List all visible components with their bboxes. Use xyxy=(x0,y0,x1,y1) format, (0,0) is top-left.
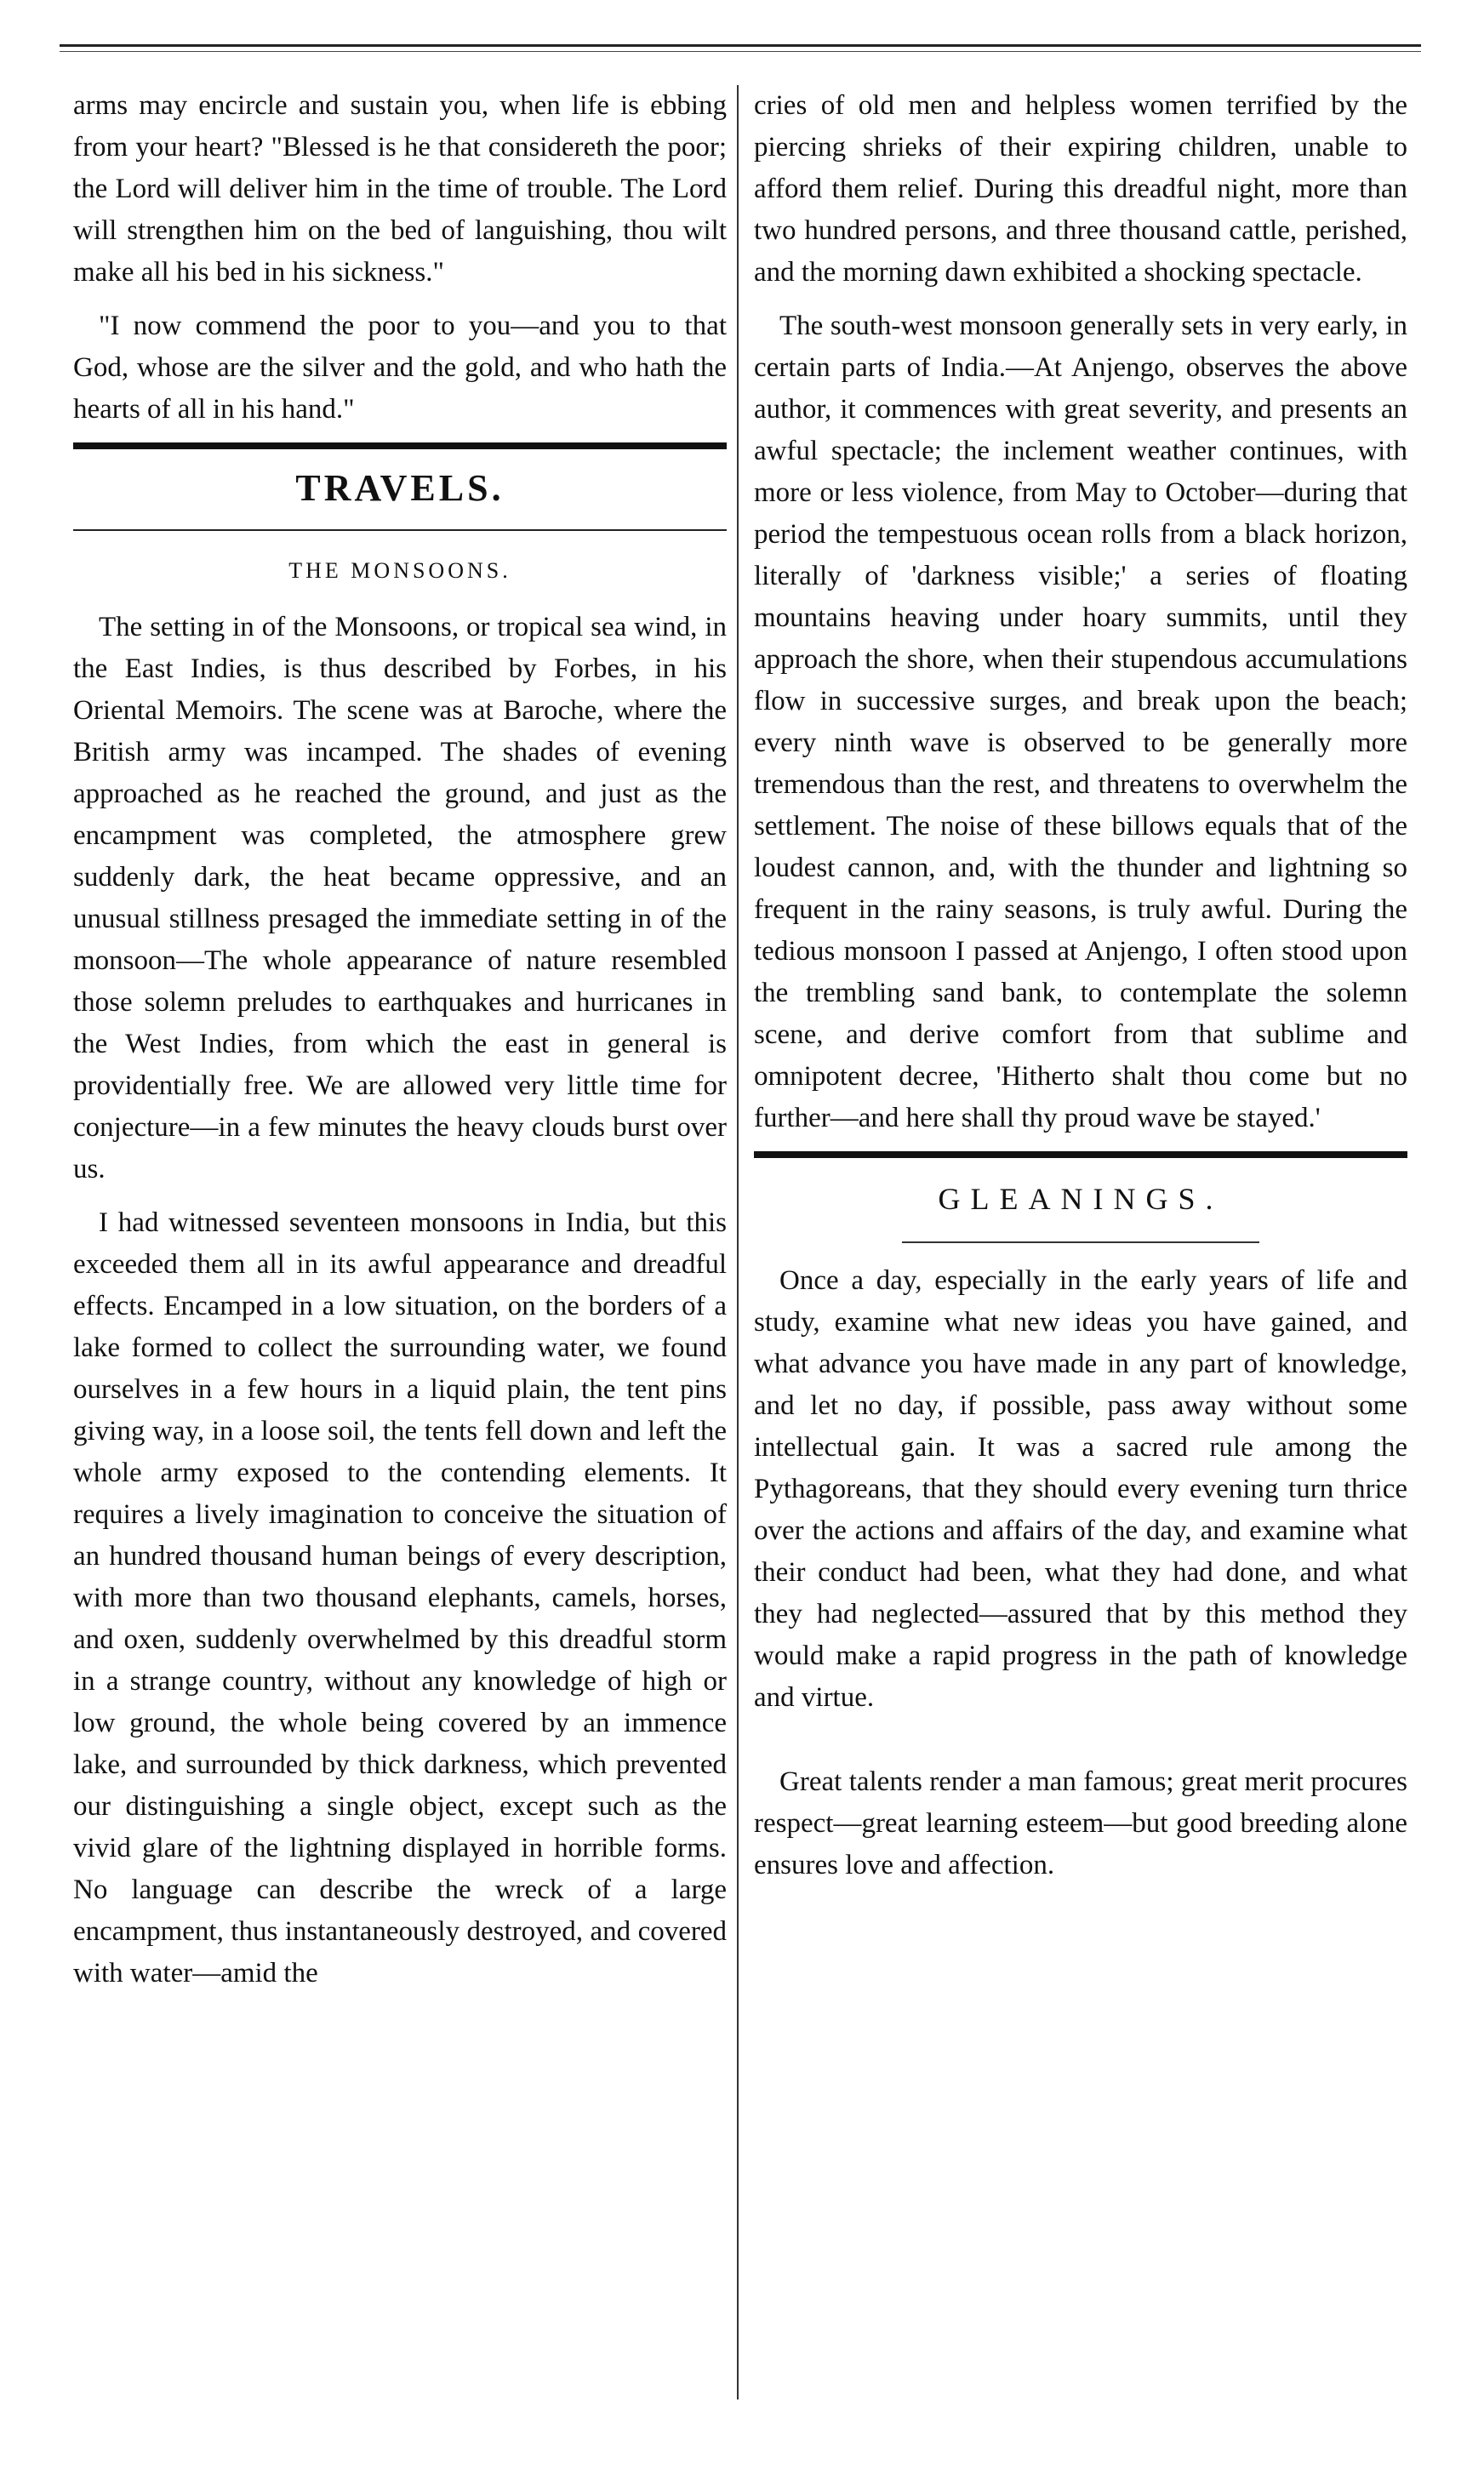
section-rule-thick xyxy=(73,442,727,449)
section-rule-thin xyxy=(73,529,727,531)
right-paragraph-1: cries of old men and helpless women terrified by the piercing shrieks of their expiring children, unable to afford them relief. During this dreadful night, more than two hundred persons, and three thousand cattle, perished, and the morning dawn exhibited a shocking spectacle. xyxy=(754,90,1407,288)
left-paragraph-1: arms may encircle and sustain you, when life is ebbing from your heart? "Blessed is he that considereth the poor; the Lord will deliver him in the time of trouble. The Lord will strengthen him on the bed of languishing, thou wilt make all his bed in his sickness." xyxy=(73,90,727,288)
left-paragraph-4: I had witnessed seventeen monsoons in India, but this exceeded them all in its awful appearance and dreadful effects. Encamped in a low situation, on the borders of a lake formed to collect the surrounding water, we found ourselves in a few hours in a liquid plain, the tent pins giving way, in a loose soil, the tents fell down and left the whole army exposed to the contending elements. It requires a lively imagination to conceive the situation of an hundred thousand human beings of every description, with more than two thousand elephants, camels, horses, and oxen, suddenly overwhelmed by this dreadful storm in a strange country, without any knowledge of high or low ground, the whole being covered by an immence lake, and surrounded by thick darkness, which prevented our distinguishing a single object, except such as the vivid glare of the lightning displayed in horrible forms. No language can describe the wreck of a large encampment, thus instantaneously destroyed, and covered with water—amid the xyxy=(73,1207,727,1989)
gleanings-rule-thin xyxy=(902,1241,1259,1243)
gleanings-rule-thick xyxy=(754,1151,1407,1158)
right-column xyxy=(754,85,1407,1898)
gleanings-heading: GLEANINGS. xyxy=(938,1182,1224,1216)
paragraph-spacer xyxy=(754,1731,1407,1761)
left-paragraph-2: "I now commend the poor to you—and you to that God, whose are the silver and the gold, and who hath the hearts of all in his hand." xyxy=(73,311,727,425)
left-column xyxy=(73,85,727,2006)
top-border-rule xyxy=(60,44,1421,47)
right-paragraph-3: Once a day, especially in the early years of life and study, examine what new ideas you have gained, and what advance you have made in any part of knowledge, and let no day, if possible, pass away without some intellectual gain. It was a sacred rule among the Pythagoreans, that they should every evening turn thrice over the actions and affairs of the day, and examine what their conduct had been, what they had done, and what they had neglected—assured that by this method they would make a rapid progress in the path of knowledge and virtue. xyxy=(754,1265,1407,1713)
right-paragraph-4: Great talents render a man famous; great merit procures respect—great learning esteem—but good breeding alone ensures love and affection. xyxy=(754,1766,1407,1880)
right-paragraph-2: The south-west monsoon generally sets in very early, in certain parts of India.—At Anjengo, observes the above author, it commences with great severity, and presents an awful spectacle; the inclement weather continues, with more or less violence, from May to October—during that period the tempestuous ocean rolls from a black horizon, literally of 'darkness visible;' a series of floating mountains heaving under hoary summits, until they approach the shore, when their stupendous accumulations flow in successive surges, and break upon the beach; every ninth wave is observed to be generally more tremendous than the rest, and threatens to overwhelm the settlement. The noise of these billows equals that of the loudest cannon, and, with the thunder and lightning so frequent in the rainy seasons, is truly awful. During the tedious monsoon I passed at Anjengo, I often stood upon the trembling sand bank, to contemplate the solemn scene, and derive comfort from that sublime and omnipotent decree, 'Hitherto shalt thou come but no further—and here shall thy proud wave be stayed.' xyxy=(754,311,1407,1133)
travels-heading: TRAVELS. xyxy=(295,467,505,509)
top-border-rule-secondary xyxy=(60,51,1421,52)
column-divider xyxy=(737,85,739,2399)
monsoons-article-title: THE MONSOONS. xyxy=(288,558,511,583)
left-paragraph-3: The setting in of the Monsoons, or tropical sea wind, in the East Indies, is thus described by Forbes, in his Oriental Memoirs. The scene was at Baroche, where the British army was incamped. The shades of evening approached as he reached the ground, and just as the encampment was completed, the atmosphere grew suddenly dark, the heat became oppressive, and an unusual stillness presaged the immediate setting in of the monsoon—The whole appearance of nature resembled those solemn preludes to earthquakes and hurricanes in the West Indies, from which the east in general is providentially free. We are allowed very little time for conjecture—in a few minutes the heavy clouds burst over us. xyxy=(73,612,727,1184)
